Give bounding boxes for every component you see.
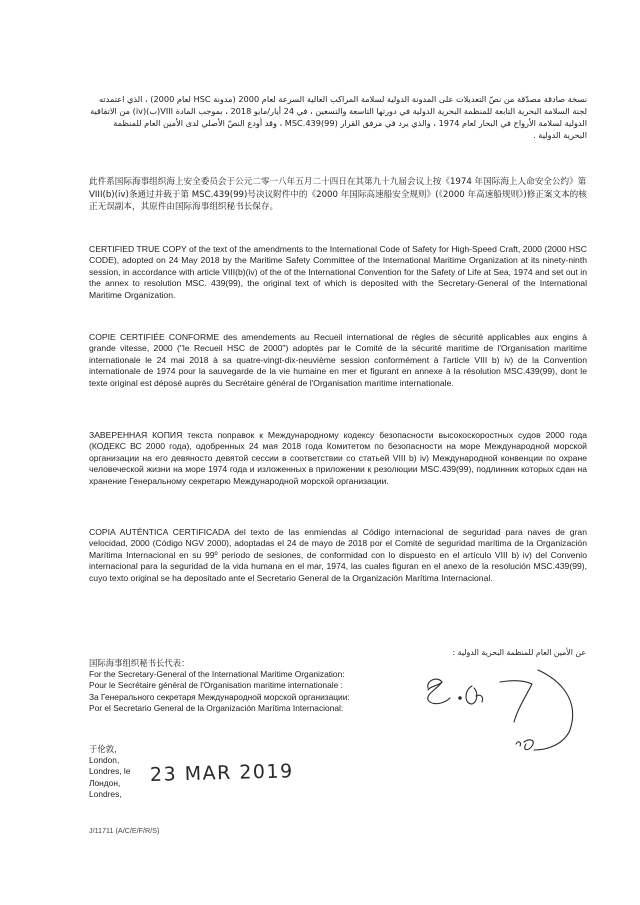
place-english: London, <box>89 755 120 766</box>
place-spanish: Londres, <box>89 788 122 799</box>
certification-text-russian: ЗАВЕРЕННАЯ КОПИЯ текста поправок к Международному кодексу безопасности высокоскоростных судов 2000 года (КОДЕКС ВС 2000 года), одобренных 24 мая 2018 года Комитетом по безопасности на море Международной морской организации на его девяносто девятой сессии в соответствии со статьей VIII b) iv) Международной конвенции по охране человеческой жизни на море 1974 года и изложенных в приложении к резолюции MSC.439(99), подлинник которых сдан на хранение Генеральному секретарю Международной морской организации. <box>89 430 587 486</box>
signature-caption-spanish: Por el Secretario General de la Organización Marítima Internacional: <box>89 702 344 713</box>
signature-caption-english: For the Secretary-General of the International Maritime Organization: <box>89 669 345 680</box>
certification-text-spanish: COPIA AUTÉNTICA CERTIFICADA del texto de las enmiendas al Código internacional de seguridad para naves de gran velocidad, 2000 (Código NGV 2000), adoptadas el 24 de mayo de 2018 por el Comité de seguridad marítima de la Organización Marítima Internacional en su 99º periodo de sesiones, de conformidad con lo dispuesto en el artículo VIII b) iv) del Convenio internacional para la seguridad de la vida humana en el mar, 1974, las cuales figuran en el anexo de la resolución MSC.439(99), cuyo texto original se ha depositado ante el Secretario General de la Organización Marítima Internacional. <box>89 527 587 583</box>
handwritten-date: 23 MAR 2019 <box>149 760 294 786</box>
signature-caption-french: Pour le Secrétaire général de l'Organisation maritime internationale : <box>89 680 343 691</box>
certification-text-chinese: 此件系国际海事组织海上安全委员会于公元二零一八年五月二十四日在其第九十九届会议上按《1974 年国际海上人命安全公约》第 VIII(b)(iv)条通过并载于第 MSC.439(99)号决议附件中的《2000 年国际高速船安全规则》(《2000 年高速船规则》)修正案文本的核正无误副本，其原件由国际海事组织秘书长保存。 <box>89 177 587 213</box>
signature-caption-arabic: عن الأمين العام للمنظمة البحرية الدولية : <box>452 648 586 657</box>
certification-text-french: COPIE CERTIFIÉE CONFORME des amendements au Recueil international de règles de sécurité applicables aux engins à grande vitesse, 2000 ("le Recueil HSC de 2000") adoptés par le Comité de la sécurité maritime de l'Organisation maritime internationale le 24 mai 2018 à sa quatre-vingt-dix-neuvième session conformément à l'article VIII b) iv) de la Convention internationale de 1974 pour la sauvegarde de la vie humaine en mer et figurant en annexe à la résolution MSC.439(99), dont le texte original est déposé auprès du Secrétaire général de l'Organisation maritime internationale. <box>89 332 587 388</box>
place-russian: Лондон, <box>89 777 121 788</box>
certification-text-arabic: نسخة صادقة مصدّقة من نصّ التعديلات على المدونة الدولية لسلامة المراكب العالية السرعة لعام 2000 (مدونة HSC لعام 2000) ، الذي اعتمدته لجنة السلامة البحرية التابعة للمنظمة البحرية الدولية في دورتها التاسعة والتسعين ، في 24 أيار/مايو 2018 ، بموجب المادة VIII(ب)(iv) من الاتفاقية الدولية لسلامة الأرواح في البحار لعام 1974 ، والذي يرد في مرفق القرار MSC.439(99) ، وقد أودع النصّ الأصلي لدى الأمين العام للمنظمة البحرية الدولية . <box>90 94 587 140</box>
place-chinese: 于伦敦， <box>89 744 123 754</box>
signature-caption-russian: За Генерального секретаря Международной морской организации: <box>89 691 350 702</box>
signature-caption-chinese: 国际海事组织秘书长代表： <box>89 658 190 668</box>
signature-captions <box>89 658 429 714</box>
handwritten-signature <box>420 660 590 760</box>
place-french: Londres, le <box>89 766 131 777</box>
document-reference: J/11711 (A/C/E/F/R/S) <box>89 826 160 835</box>
certification-text-english: CERTIFIED TRUE COPY of the text of the amendments to the International Code of Safety for High-Speed Craft, 2000 (2000 HSC CODE), adopted on 24 May 2018 by the Maritime Safety Committee of the International Maritime Organization at its ninety-ninth session, in accordance with article VIII(b)(iv) of the of the International Convention for the Safety of Life at Sea, 1974 and set out in the annex to resolution MSC. 439(99), the original text of which is deposited with the Secretary-General of the International Maritime Organization. <box>89 244 587 300</box>
